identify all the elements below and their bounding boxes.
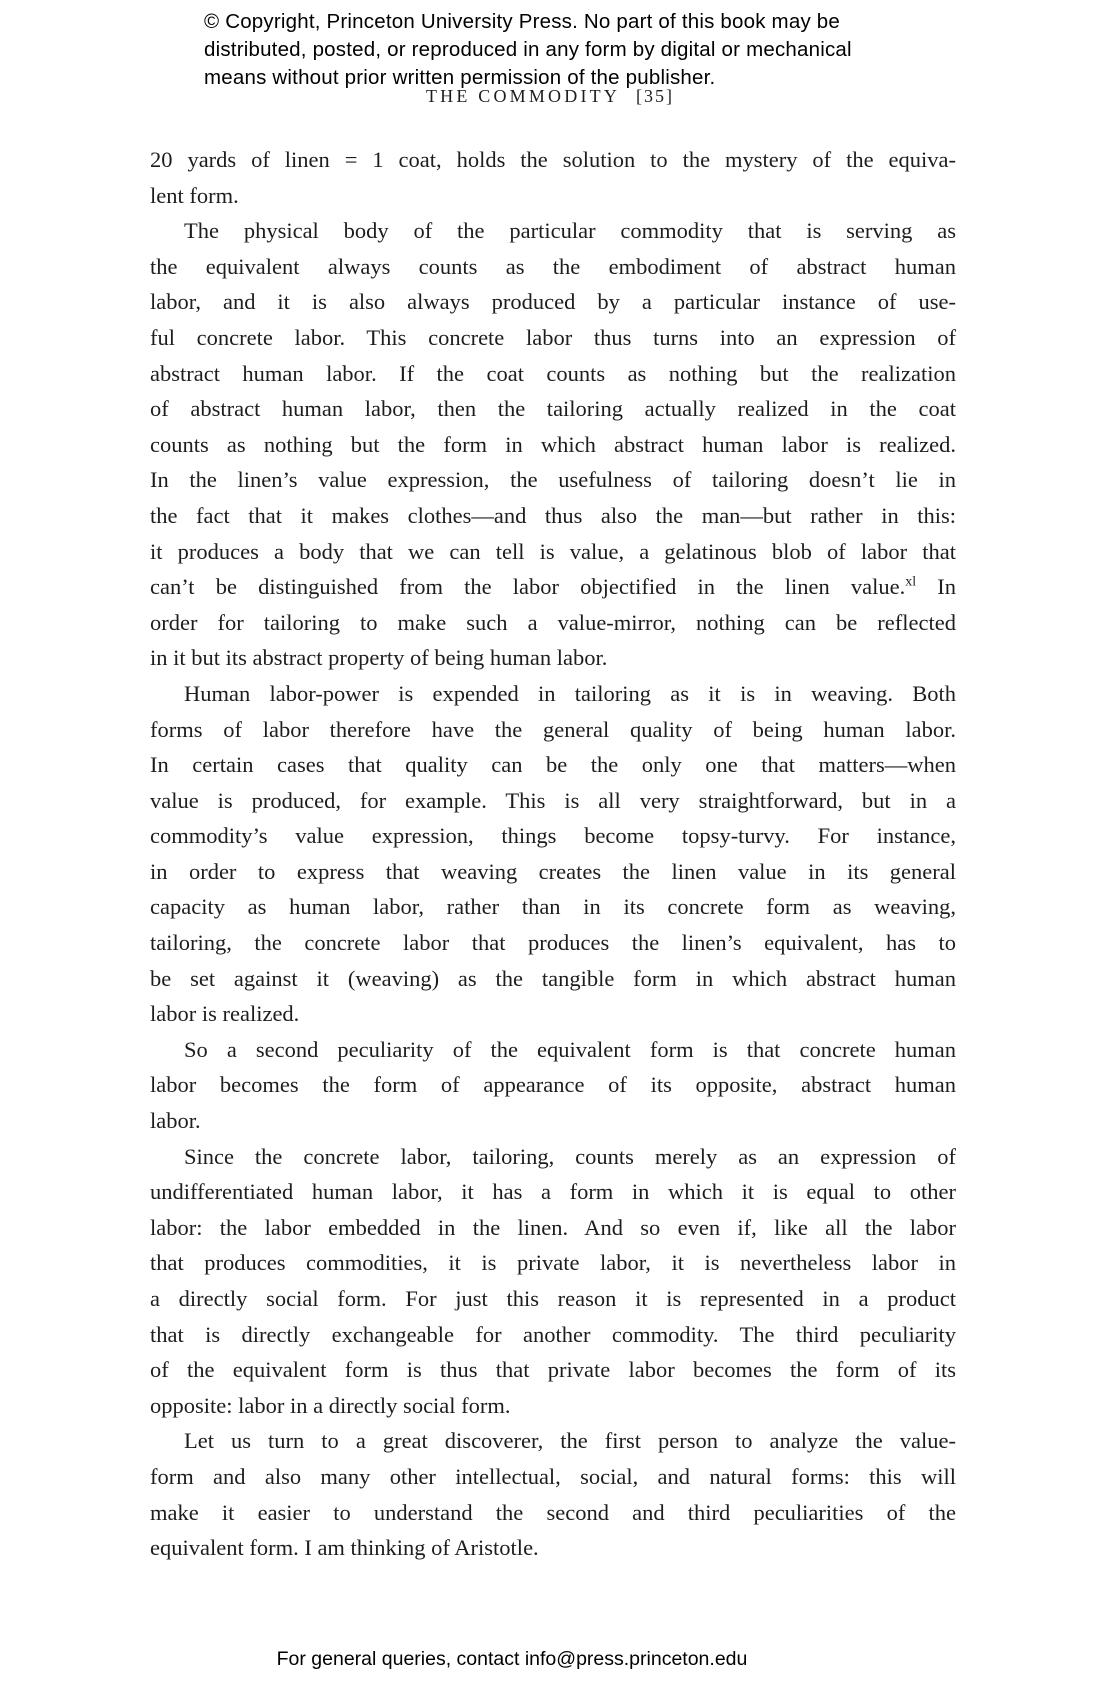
text-line: labor becomes the form of appearance of its opposite, abstract human: [150, 1072, 956, 1098]
text-line: undifferentiated human labor, it has a form in which it is equal to other: [150, 1179, 956, 1205]
text-line: Since the concrete labor, tailoring, counts merely as an expression of: [184, 1143, 956, 1169]
text-line: opposite: labor in a directly social form.: [150, 1392, 511, 1418]
text-line: labor, and it is also always produced by a particular instance of use-: [150, 289, 956, 315]
chapter-title: THE COMMODITY: [425, 86, 621, 106]
text-line: the equivalent always counts as the embodiment of abstract human: [150, 253, 956, 279]
body-text: [150, 142, 956, 1566]
text-line: Let us turn to a great discoverer, the first person to analyze the value-: [184, 1428, 956, 1454]
footer-contact: For general queries, contact info@press.princeton.edu: [276, 1648, 748, 1670]
text-line: abstract human labor. If the coat counts as nothing but the realization: [150, 360, 956, 386]
text-line: in it but its abstract property of being human labor.: [150, 645, 608, 671]
copyright-line: distributed, posted, or reproduced in any form by digital or mechanical: [204, 38, 852, 61]
paragraph: [150, 142, 956, 213]
endnote-marker: xl: [905, 574, 917, 590]
text-line: make it easier to understand the second and third peculiarities of the: [150, 1499, 956, 1525]
text-line: So a second peculiarity of the equivalent form is that concrete human: [184, 1036, 956, 1062]
paragraph: [150, 1139, 956, 1424]
text-line: 20 yards of linen = 1 coat, holds the solution to the mystery of the equiva-: [150, 147, 956, 172]
text-line: lent form.: [150, 182, 239, 208]
paragraph: [150, 1423, 956, 1565]
text-line: that produces commodities, it is private labor, it is nevertheless labor in: [150, 1250, 956, 1276]
copyright-line: means without prior written permission of the publisher.: [204, 66, 716, 89]
text-line: form and also many other intellectual, social, and natural forms: this will: [150, 1463, 956, 1489]
text-line: tailoring, the concrete labor that produces the linen’s equivalent, has to: [150, 930, 956, 956]
copyright-notice: [204, 8, 852, 92]
text-line: capacity as human labor, rather than in its concrete form as weaving,: [150, 894, 956, 920]
text-line: of the equivalent form is thus that private labor becomes the form of its: [150, 1357, 956, 1383]
text-line: order for tailoring to make such a value-mirror, nothing can be reflected: [150, 609, 956, 635]
page-number: [35]: [636, 86, 675, 106]
text-line: of abstract human labor, then the tailoring actually realized in the coat: [150, 396, 956, 422]
paragraph: [150, 1032, 956, 1139]
text-line: the fact that it makes clothes—and thus also the man—but rather in this:: [150, 502, 956, 528]
paragraph: [150, 213, 956, 676]
text-line: be set against it (weaving) as the tangible form in which abstract human: [150, 965, 956, 991]
text-line: value is produced, for example. This is all very straightforward, but in a: [150, 787, 956, 813]
text-line: counts as nothing but the form in which abstract human labor is realized.: [150, 431, 956, 457]
text-line: that is directly exchangeable for another commodity. The third peculiarity: [150, 1321, 956, 1347]
text-line: can’t be distinguished from the labor objectified in the linen value.$^{xl}$ In: [150, 574, 956, 600]
running-head: [0, 86, 1100, 107]
paragraph: [150, 676, 956, 1032]
text-line: forms of labor therefore have the general quality of being human labor.: [150, 716, 956, 742]
text-line: a directly social form. For just this reason it is represented in a product: [150, 1286, 956, 1311]
text-line: equivalent form. I am thinking of Aristotle.: [150, 1535, 539, 1561]
text-line: labor: the labor embedded in the linen. And so even if, like all the labor: [150, 1214, 956, 1240]
text-line: labor is realized.: [150, 1001, 300, 1027]
text-line: in order to express that weaving creates the linen value in its general: [150, 858, 956, 884]
text-line: ful concrete labor. This concrete labor thus turns into an expression of: [150, 324, 956, 350]
text-line: In the linen’s value expression, the usefulness of tailoring doesn’t lie in: [150, 467, 956, 493]
text-line: labor.: [150, 1108, 201, 1134]
text-line: The physical body of the particular commodity that is serving as: [184, 218, 956, 244]
text-line: Human labor-power is expended in tailoring as it is in weaving. Both: [184, 680, 956, 706]
copyright-line: © Copyright, Princeton University Press. No part of this book may be: [204, 10, 840, 33]
text-line: In certain cases that quality can be the only one that matters—when: [150, 752, 956, 778]
text-line: commodity’s value expression, things become topsy-turvy. For instance,: [150, 823, 956, 849]
text-line: it produces a body that we can tell is value, a gelatinous blob of labor that: [150, 538, 956, 564]
